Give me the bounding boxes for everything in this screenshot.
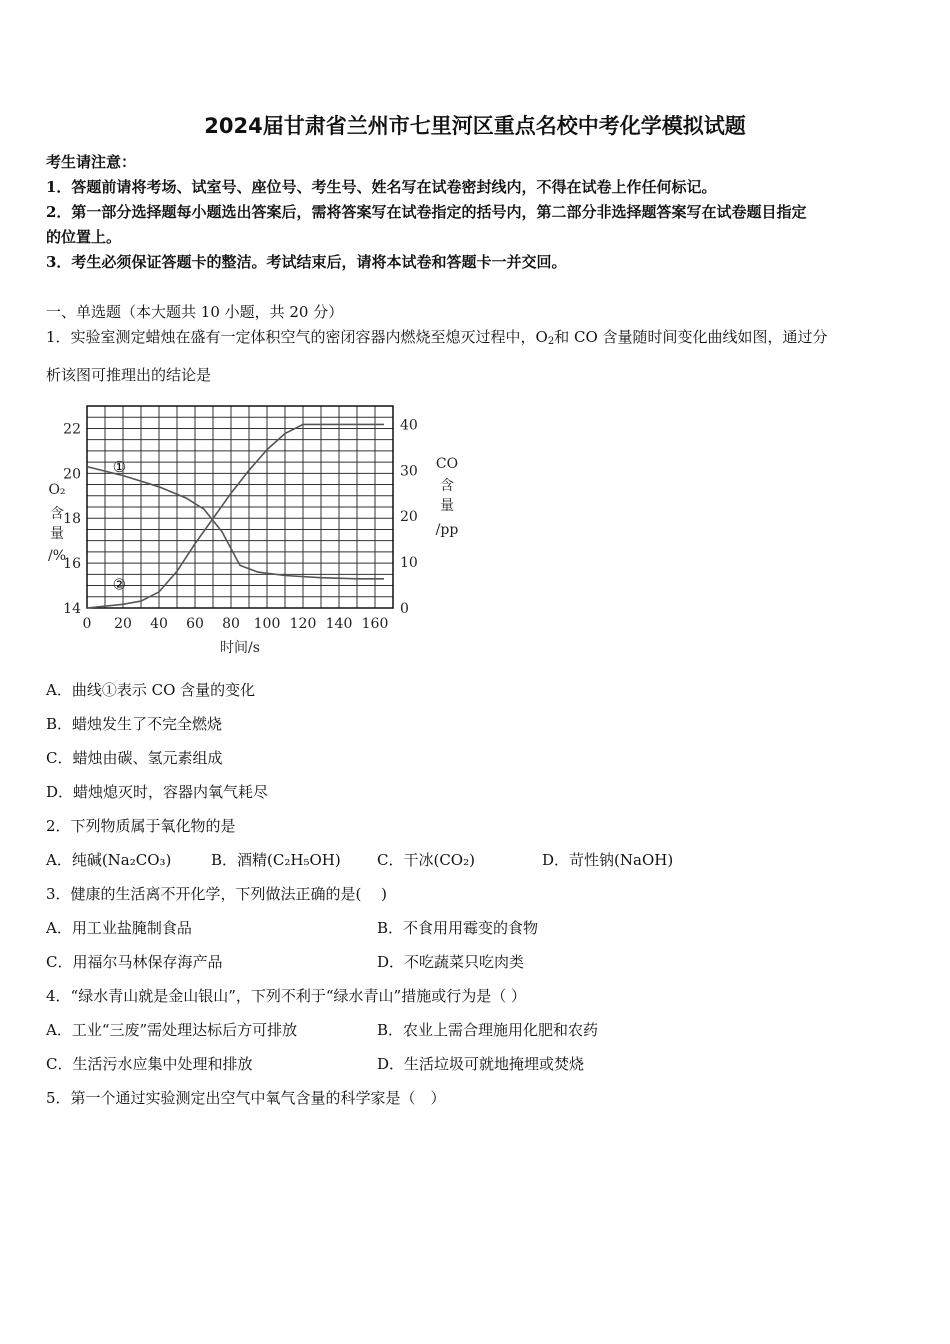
question-5: 5．第一个通过实验测定出空气中氧气含量的科学家是（ ）: [46, 1089, 446, 1107]
curve-marker-2: ②: [112, 575, 127, 594]
section-heading: 一、单选题（本大题共 10 小题，共 20 分）: [46, 303, 344, 321]
q2-option-a: A．纯碱(Na₂CO₃): [46, 851, 172, 869]
x-tick-label: 0: [82, 616, 92, 632]
curve-marker-1: ①: [112, 458, 127, 477]
notice-item: 3．考生必须保证答题卡的整洁。考试结束后，请将本试卷和答题卡一并交回。: [46, 253, 567, 271]
x-axis-label: 时间/s: [220, 640, 260, 656]
notice-item: 2．第一部分选择题每小题选出答案后，需将答案写在试卷指定的括号内，第二部分非选择题答案写在试卷题目指定: [46, 203, 807, 221]
right-tick-label: 30: [400, 463, 418, 480]
q1-subscript: 2: [547, 336, 555, 347]
left-tick-label: 18: [63, 511, 81, 528]
x-tick-label: 100: [253, 616, 281, 632]
right-axis-label-char: 量: [440, 498, 454, 514]
right-axis-label-top: CO: [435, 456, 459, 472]
question-1-line1: [46, 327, 828, 352]
q4-option-c: C．生活污水应集中处理和排放: [46, 1055, 253, 1073]
notice-item: 1．答题前请将考场、试室号、座位号、考生号、姓名写在试卷密封线内，不得在试卷上作任何标记。: [46, 178, 717, 196]
left-tick-label: 16: [63, 556, 81, 573]
o2-co-chart: [40, 398, 459, 660]
notice-heading: 考生请注意：: [46, 153, 137, 171]
left-tick-label: 22: [63, 421, 81, 438]
x-tick-label: 40: [150, 616, 168, 632]
right-tick-label: 40: [400, 417, 418, 434]
right-tick-label: 20: [400, 509, 418, 526]
right-axis-label-char: 含: [440, 478, 454, 494]
notice-item: 的位置上。: [46, 228, 122, 246]
page-title: 2024届甘肃省兰州市七里河区重点名校中考化学模拟试题: [204, 114, 746, 138]
left-tick-label: 14: [63, 601, 81, 617]
question-4: 4．“绿水青山就是金山银山”，下列不利于“绿水青山”措施或行为是（ ）: [46, 987, 526, 1005]
x-tick-label: 160: [361, 616, 389, 632]
q2-option-c: C．干冰(CO₂): [377, 851, 475, 869]
right-tick-label: 10: [400, 555, 418, 572]
left-axis-unit: /%: [47, 548, 67, 564]
left-axis-label-top: O₂: [48, 482, 66, 498]
x-tick-label: 140: [325, 616, 353, 632]
question-1-line2: 析该图可推理出的结论是: [46, 366, 212, 384]
right-axis-unit: /pp: [435, 522, 459, 538]
q1-text-pre: 1．实验室测定蜡烛在盛有一定体积空气的密闭容器内燃烧至熄灭过程中，O: [46, 328, 548, 346]
q4-option-b: B．农业上需合理施用化肥和农药: [377, 1021, 599, 1039]
q3-option-d: D．不吃蔬菜只吃肉类: [377, 953, 525, 971]
q4-option-a: A．工业“三废”需处理达标后方可排放: [46, 1021, 298, 1039]
x-tick-label: 120: [289, 616, 317, 632]
q1-option-a: A．曲线①表示 CO 含量的变化: [46, 681, 256, 699]
left-axis-label-char: 量: [50, 526, 64, 542]
q2-option-d: D．苛性钠(NaOH): [542, 851, 674, 869]
x-tick-label: 20: [114, 616, 132, 632]
x-tick-label: 80: [222, 616, 240, 632]
q3-option-a: A．用工业盐腌制食品: [46, 919, 192, 937]
q1-text-post: 和 CO 含量随时间变化曲线如图，通过分: [554, 328, 828, 346]
left-axis-label-char: 含: [50, 506, 64, 522]
x-tick-label: 60: [186, 616, 204, 632]
q1-option-c: C．蜡烛由碳、氢元素组成: [46, 749, 223, 767]
q2-option-b: B．酒精(C₂H₅OH): [211, 851, 341, 869]
q3-option-c: C．用福尔马林保存海产品: [46, 953, 223, 971]
right-tick-label: 0: [400, 601, 409, 617]
q4-option-d: D．生活垃圾可就地掩埋或焚烧: [377, 1055, 585, 1073]
left-tick-label: 20: [63, 466, 81, 483]
q1-option-d: D．蜡烛熄灭时，容器内氧气耗尽: [46, 783, 269, 801]
q1-option-b: B．蜡烛发生了不完全燃烧: [46, 715, 223, 733]
question-3: 3．健康的生活离不开化学，下列做法正确的是( ): [46, 885, 388, 903]
question-2: 2．下列物质属于氧化物的是: [46, 817, 236, 835]
q3-option-b: B．不食用用霉变的食物: [377, 919, 539, 937]
